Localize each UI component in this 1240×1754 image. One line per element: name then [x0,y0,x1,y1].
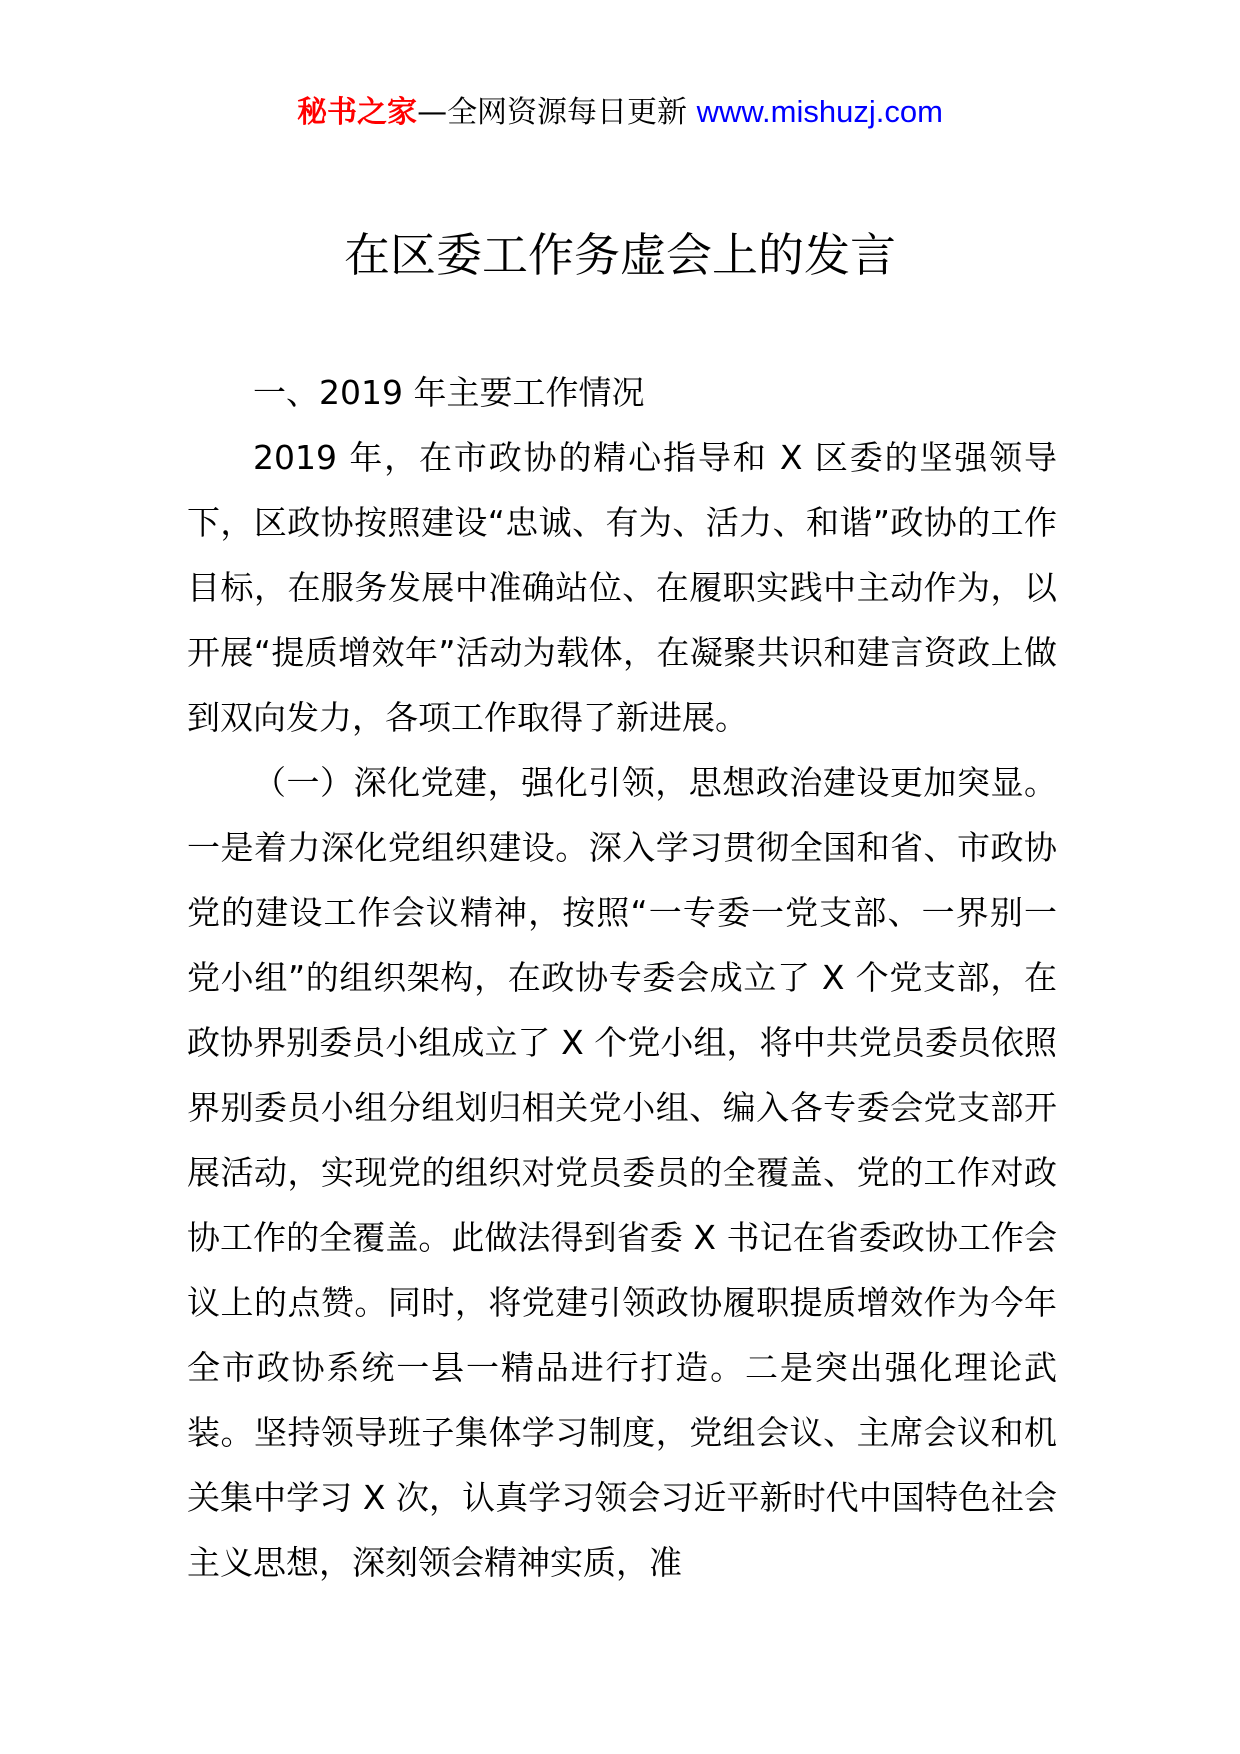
site-url-link[interactable]: www.mishuzj.com [696,94,943,129]
site-brand: 秘书之家 [297,95,418,130]
paragraph: 2019 年，在市政协的精心指导和 X 区委的坚强领导下，区政协按照建设“忠诚、有为、活力、和谐”政协的工作目标，在服务发展中准确站位、在履职实践中主动作为，以开展“提质增效年”活动为载体，在凝聚共识和建言资政上做到双向发力，各项工作取得了新进展。 [187,438,1057,737]
site-header [0,92,1240,133]
paragraph: （一）深化党建，强化引领，思想政治建设更加突显。一是着力深化党组织建设。深入学习贯彻全国和省、市政协党的建设工作会议精神，按照“一专委一党支部、一界别一党小组”的组织架构，在政协专委会成立了 X 个党支部，在政协界别委员小组成立了 X 个党小组，将中共党员委员依照界别委员小组分组划归相关党小组、编入各专委会党支部开展活动，实现党的组织对党员委员的全覆盖、党的工作对政协工作的全覆盖。此做法得到省委 X 书记在省委政协工作会议上的点赞。同时，将党建引领政协履职提质增效作为今年全市政协系统一县一精品进行打造。二是突出强化理论武装。坚持领导班子集体学习制度，党组会议、主席会议和机关集中学习 X 次，认真学习领会习近平新时代中国特色社会主义思想，深刻领会精神实质，准 [187,763,1057,1582]
site-tagline: —全网资源每日更新 [417,95,697,130]
document-body [187,360,1057,1595]
document-title: 在区委工作务虚会上的发言 [344,228,896,282]
section-heading: 一、2019 年主要工作情况 [253,373,645,412]
